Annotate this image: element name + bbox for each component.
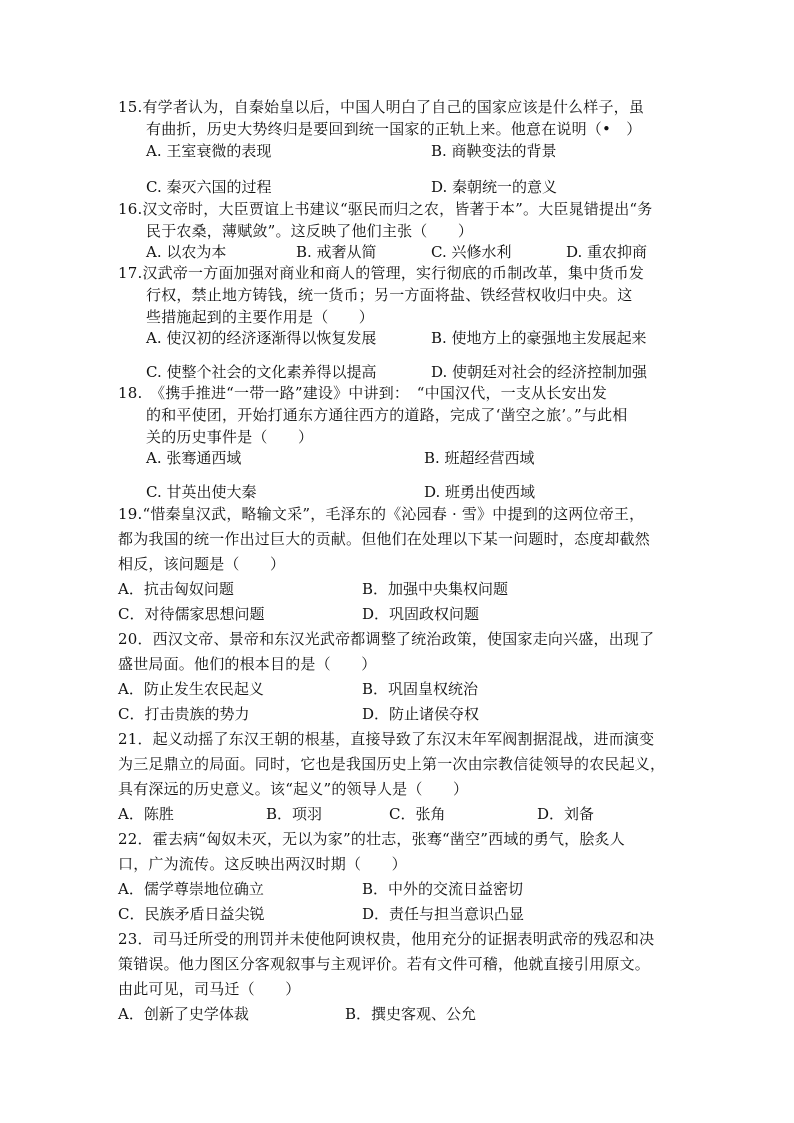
question-23-line-1: 23．司马迁所受的刑罚并未使他阿谀权贵，他用充分的证据表明武帝的残忍和决 [118,930,655,948]
question-22-option-d: D．责任与担当意识凸显 [362,905,525,923]
question-16-option-c: C. 兴修水利 [431,243,512,261]
question-22-line-2: 口，广为流传。这反映出两汉时期（ ） [118,855,407,873]
question-21-option-a: A．陈胜 [118,805,174,823]
question-15-option-d: D. 秦朝统一的意义 [431,178,558,196]
question-20-option-b: B．巩固皇权统治 [362,680,479,698]
question-16-option-d: D. 重农抑商 [566,243,648,261]
question-22-option-b: B．中外的交流日益密切 [362,880,524,898]
question-20-line-1: 20．西汉文帝、景帝和东汉光武帝都调整了统治政策，使国家走向兴盛，出现了 [118,630,655,648]
question-20-option-a: A．防止发生农民起义 [118,680,264,698]
question-15-line-2: 有曲折，历史大势终归是要回到统一国家的正轨上来。他意在说明（• ） [146,120,642,138]
question-17-line-2: 行权，禁止地方铸钱，统一货币；另一方面将盐、铁经营权收归中央。这 [146,286,633,304]
question-15-option-a: A. 王室衰微的表现 [146,142,272,160]
question-17-option-c: C. 使整个社会的文化素养得以提高 [146,363,377,381]
question-23-line-2: 策错误。他力图区分客观叙事与主观评价。若有文件可稽，他就直接引用原文。 [118,955,651,973]
question-18-option-c: C. 甘英出使大秦 [146,483,257,501]
question-19-option-c: C．对待儒家思想问题 [118,605,265,623]
question-16-line-2: 民于农桑，薄赋敛”。这反映了他们主张（ ） [146,222,474,240]
question-18-line-1: 18. 《携手推进“一带一路”建设》中讲到： “中国汉代，一支从长安出发 [118,384,608,402]
question-17-line-3: 些措施起到的主要作用是（ ） [146,308,375,326]
question-18-option-a: A. 张骞通西域 [146,449,242,467]
question-18-option-d: D. 班勇出使西域 [424,483,536,501]
question-23-option-a: A．创新了史学体裁 [118,1005,249,1023]
question-21-line-2: 为三足鼎立的局面。同时，它也是我国历史上第一次由宗教信徒领导的农民起义， [118,755,666,773]
question-21-option-b: B．项羽 [266,805,323,823]
question-22-option-c: C．民族矛盾日益尖锐 [118,905,265,923]
question-17-option-a: A. 使汉初的经济逐渐得以恢复发展 [146,329,377,347]
question-17-option-d: D. 使朝廷对社会的经济控制加强 [431,363,648,381]
question-15-option-b: B. 商鞅变法的背景 [431,142,557,160]
question-18-line-3: 关的历史事件是（ ） [146,428,314,446]
question-19-option-d: D．巩固政权问题 [362,605,480,623]
question-19-option-b: B．加强中央集权问题 [362,580,509,598]
question-17-line-1: 17.汉武帝一方面加强对商业和商人的管理，实行彻底的币制改革，集中货币发 [118,264,645,282]
question-18-option-b: B. 班超经营西域 [424,449,535,467]
question-19-line-3: 相反，该问题是（ ） [118,555,286,573]
question-22-option-a: A．儒学尊崇地位确立 [118,880,264,898]
question-17-option-b: B. 使地方上的豪强地主发展起来 [431,329,647,347]
question-19-line-2: 都为我国的统一作出过巨大的贡献。但他们在处理以下某一问题时，态度却截然 [118,530,651,548]
question-18-line-2: 的和平使团，开始打通东方通往西方的道路，完成了‘凿空之旅’。”与此相 [146,406,628,424]
question-23-line-3: 由此可见，司马迁（ ） [118,980,301,998]
question-21-option-c: C．张角 [389,805,446,823]
question-15-line-1: 15.有学者认为，自秦始皇以后，中国人明白了自己的国家应该是什么样子，虽 [118,98,645,116]
question-21-option-d: D．刘备 [537,805,595,823]
question-22-line-1: 22．霍去病“匈奴未灭，无以为家”的壮志，张骞“凿空”西域的勇气，脍炙人 [118,830,625,848]
question-21-line-3: 具有深远的历史意义。该“起义”的领导人是（ ） [118,780,469,798]
question-16-option-b: B. 戒奢从简 [296,243,377,261]
question-21-line-1: 21．起义动摇了东汉王朝的根基，直接导致了东汉末年军阀割据混战，进而演变 [118,730,655,748]
question-20-option-c: C．打击贵族的势力 [118,705,250,723]
question-20-line-2: 盛世局面。他们的根本目的是（ ） [118,655,377,673]
question-16-option-a: A. 以农为本 [146,243,227,261]
question-19-option-a: A．抗击匈奴问题 [118,580,234,598]
question-15-option-c: C. 秦灭六国的过程 [146,178,272,196]
question-23-option-b: B．撰史客观、公允 [345,1005,477,1023]
question-19-line-1: 19.“惜秦皇汉武，略输文采”，毛泽东的《沁园春 · 雪》中提到的这两位帝王， [118,505,645,523]
question-16-line-1: 16.汉文帝时，大臣贾谊上书建议“驱民而归之农，皆著于本”。大臣晁错提出“务 [118,200,653,218]
question-20-option-d: D．防止诸侯夺权 [362,705,480,723]
